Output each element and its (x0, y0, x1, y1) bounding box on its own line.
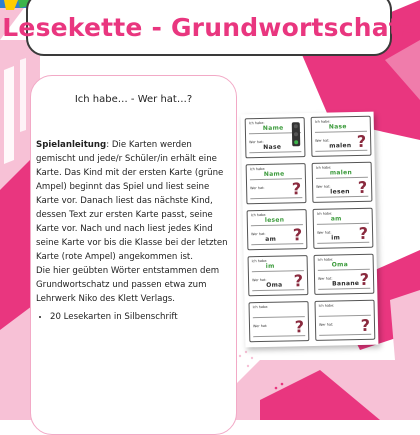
card-row-label: Ich habe: (315, 165, 332, 170)
subtitle: Ich habe… - Wer hat…? (74, 94, 193, 105)
title-banner (2, 0, 416, 56)
card-row-label: Ich habe: (250, 212, 267, 218)
question-mark-icon: ? (357, 177, 368, 197)
card-row-label: Wer hat: (252, 277, 267, 283)
game-card (245, 117, 306, 158)
card-row-label: Wer hat: (317, 276, 333, 281)
game-card (246, 163, 307, 204)
game-card (313, 208, 374, 249)
card-who-word: am (265, 235, 277, 243)
question-mark-icon: ? (292, 225, 303, 245)
card-have-word: am (330, 215, 342, 223)
instructions-label: Spielanleitung (36, 140, 107, 150)
card-who-word: im (331, 234, 341, 242)
card-row-label: Ich habe: (316, 211, 333, 216)
question-mark-icon: ? (294, 317, 305, 337)
card-row-label: Ich habe: (251, 258, 268, 264)
card-row-label: Ich habe: (252, 304, 269, 310)
card-who-word: Nase (263, 143, 282, 151)
feature-list (36, 310, 233, 324)
card-row-label: Wer hat: (251, 231, 266, 237)
question-mark-icon: ? (356, 131, 367, 151)
card-have-word: Name (263, 170, 285, 178)
question-mark-icon: ? (291, 179, 302, 199)
card-have-row (316, 165, 368, 179)
game-card (249, 301, 310, 342)
card-have-word: malen (329, 169, 353, 177)
description-text (36, 138, 233, 324)
card-row-label: Wer hat: (250, 185, 265, 191)
game-card (314, 254, 375, 295)
card-have-row (251, 212, 303, 226)
card-have-row (318, 257, 370, 271)
card-row-label: Wer hat: (252, 323, 268, 329)
card-have-word: im (265, 262, 275, 270)
game-card (311, 116, 372, 157)
question-mark-icon: ? (360, 315, 371, 335)
instructions-text: : Die Karten werden gemischt und jede/r Schüler/in erhält eine Karte. Das Kind mit der ersten Karte (grüne Ampel) beginnt das Spiel und liest seine Karte vor. Danach liest das nächste Kind, dessen Text zur ersten Karte passt, seine Karte vor. Nach und nach liest jedes Kind seine Karte vor bis die Klasse bei der letzten Karte (rote Ampel) angekommen ist. (36, 140, 228, 262)
description-card (30, 75, 237, 435)
card-have-word: Name (262, 124, 284, 132)
card-have-word: lesen (264, 216, 285, 224)
card-have-row (317, 211, 369, 225)
card-who-word: Banane (332, 279, 360, 288)
card-row-label: Ich habe: (317, 257, 334, 262)
card-have-row (315, 119, 367, 133)
card-row-label: Ich habe: (314, 119, 331, 124)
instructions-paragraph (36, 138, 233, 264)
card-have-word: Oma (331, 261, 349, 269)
card-row-label: Ich habe: (248, 120, 265, 126)
card-have-word: Nase (328, 123, 347, 131)
game-card (248, 255, 309, 296)
list-item: • 20 Lesekarten in Silbenschrift (50, 310, 233, 324)
card-have-row (253, 304, 305, 318)
preview-sheet (241, 112, 379, 348)
card-row-label: Wer hat: (249, 139, 264, 145)
card-who-word: Oma (266, 281, 283, 289)
card-who-word: lesen (330, 188, 350, 196)
question-mark-icon: ? (358, 223, 369, 243)
traffic-light-icon (292, 122, 301, 146)
question-mark-icon: ? (293, 271, 304, 291)
card-row-label: Ich habe: (249, 166, 266, 172)
question-mark-icon: ? (359, 269, 370, 289)
page-title: Lesekette - Grundwortschatz (2, 12, 416, 42)
card-row-label: Wer hat: (318, 322, 334, 327)
card-have-row (252, 258, 304, 272)
card-have-row (250, 166, 302, 180)
card-row-label: Wer hat: (315, 138, 330, 143)
card-who-word: malen (329, 142, 352, 150)
card-row-label: Wer hat: (316, 184, 331, 189)
game-card (314, 300, 375, 341)
card-have-row (319, 303, 371, 317)
source-paragraph: Die hier geübten Wörter entstammen dem Grundwortschatz und passen etwa zum Lehrwerk Niko des Klett Verlags. (36, 266, 220, 304)
card-row-label: Wer hat: (317, 230, 332, 235)
game-card (247, 209, 308, 250)
game-card (312, 162, 373, 203)
card-row-label: Ich habe: (318, 303, 335, 308)
